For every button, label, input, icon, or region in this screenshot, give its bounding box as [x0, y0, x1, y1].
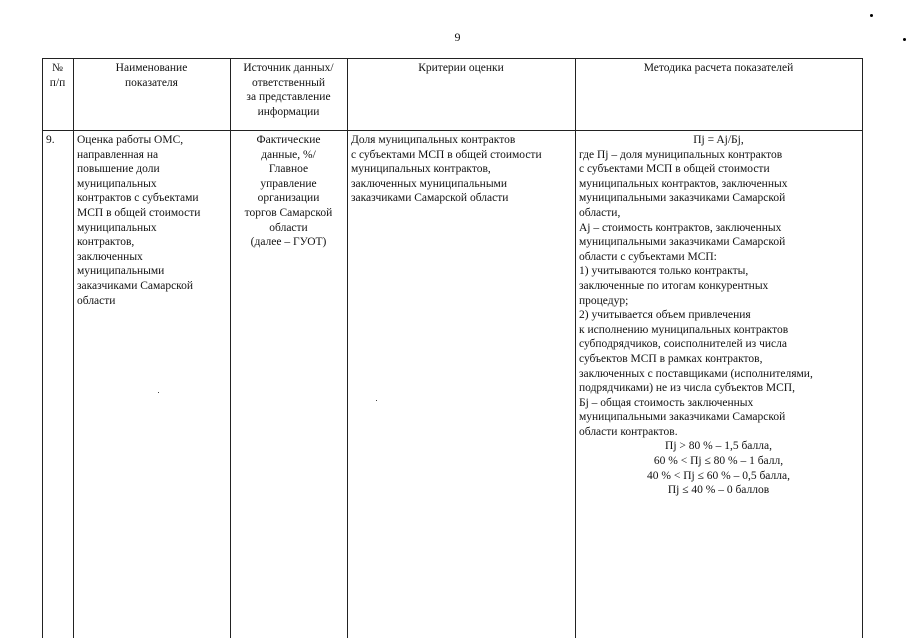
header-line: информации [257, 105, 320, 118]
header-line: ответственный [251, 76, 326, 89]
indicator-line: Оценка работы ОМС, [77, 134, 184, 146]
header-line: № [52, 62, 63, 74]
method-line: заключенные по итогам конкурентных [579, 279, 769, 292]
source-line: (далее – ГУОТ) [250, 236, 327, 249]
indicator-line: заказчиками Самарской [77, 279, 194, 292]
header-line: Источник данных/ [243, 62, 334, 74]
scan-speck [376, 400, 377, 401]
source-cell [230, 133, 347, 250]
source-line: данные, %/ [261, 148, 316, 161]
method-line: заключенных с поставщиками (исполнителями, [579, 367, 813, 380]
header-method [575, 61, 862, 76]
criteria-line: заключенных муниципальными [351, 177, 507, 190]
criteria-cell [347, 133, 575, 206]
method-line: подрядчиками) не из числа субъектов МСП, [579, 382, 795, 395]
indicator-line: контрактов с субъектами [77, 192, 199, 205]
source-line: торгов Самарской [244, 206, 333, 219]
criteria-line: Доля муниципальных контрактов [351, 134, 516, 146]
table-top-border [42, 58, 862, 59]
indicator-line: направленная на [77, 148, 159, 161]
page-number: 9 [454, 30, 461, 44]
header-indicator [73, 61, 230, 90]
method-line: муниципальными заказчиками Самарской [579, 192, 786, 205]
source-line: области [269, 221, 308, 234]
method-line: Бj – общая стоимость заключенных [579, 396, 754, 409]
method-line: области, [579, 206, 621, 219]
source-line: Главное [268, 163, 309, 176]
method-line: субъектов МСП в рамках контрактов, [579, 352, 763, 365]
indicator-line: муниципальных [77, 177, 157, 190]
header-line: Критерии оценки [418, 62, 504, 74]
scan-speck [903, 38, 906, 41]
header-bottom-border [42, 130, 862, 131]
criteria-line: с субъектами МСП в общей стоимости [351, 148, 542, 161]
score-line: 40 % < Пj ≤ 60 % – 0,5 балла, [647, 469, 790, 482]
indicator-line: муниципальными [77, 265, 165, 278]
method-cell [575, 133, 862, 498]
indicator-line: муниципальных [77, 221, 157, 234]
method-line: Aj – стоимость контрактов, заключенных [579, 221, 782, 234]
row-number-text: 9. [46, 134, 55, 146]
header-line: показателя [125, 76, 178, 89]
indicator-line: области [77, 294, 116, 307]
method-formula: Пj = Aj/Бj, [693, 134, 744, 146]
header-line: п/п [49, 76, 66, 89]
row-number [42, 133, 73, 148]
indicator-cell [73, 133, 230, 308]
indicator-line: МСП в общей стоимости [77, 206, 201, 219]
method-line: 1) учитываются только контракты, [579, 265, 749, 278]
method-line: муниципальными заказчиками Самарской [579, 236, 786, 249]
scan-speck [870, 14, 873, 17]
scan-speck [158, 392, 159, 393]
method-line: субподрядчиков, соисполнителей из числа [579, 338, 787, 351]
criteria-table [42, 58, 862, 638]
header-criteria [347, 61, 575, 76]
header-line: за представление [246, 91, 331, 104]
method-line: процедур; [579, 294, 629, 307]
source-line: организации [257, 192, 320, 205]
score-line: Пj ≤ 40 % – 0 баллов [667, 484, 770, 497]
method-line: области с субъектами МСП: [579, 250, 717, 263]
method-line: с субъектами МСП в общей стоимости [579, 163, 770, 176]
criteria-line: муниципальных контрактов, [351, 163, 491, 176]
indicator-line: заключенных [77, 250, 143, 263]
indicator-line: контрактов, [77, 236, 135, 249]
method-line: муниципальными заказчиками Самарской [579, 411, 786, 424]
method-line: где Пj – доля муниципальных контрактов [579, 148, 783, 161]
method-line: области контрактов. [579, 425, 678, 438]
header-line: Наименование [115, 62, 188, 74]
header-source [230, 61, 347, 119]
header-line: Методика расчета показателей [643, 62, 794, 74]
score-line: 60 % < Пj ≤ 80 % – 1 балл, [653, 455, 784, 468]
header-number [42, 61, 73, 90]
source-line: Фактические [256, 134, 321, 146]
source-line: управление [260, 177, 317, 190]
score-line: Пj > 80 % – 1,5 балла, [665, 440, 772, 453]
indicator-line: повышение доли [77, 163, 160, 176]
method-line: к исполнению муниципальных контрактов [579, 323, 789, 336]
method-line: 2) учитывается объем привлечения [579, 309, 751, 322]
criteria-line: заказчиками Самарской области [351, 192, 509, 205]
col-border-5 [862, 58, 863, 638]
method-line: муниципальных контрактов, заключенных [579, 177, 788, 190]
